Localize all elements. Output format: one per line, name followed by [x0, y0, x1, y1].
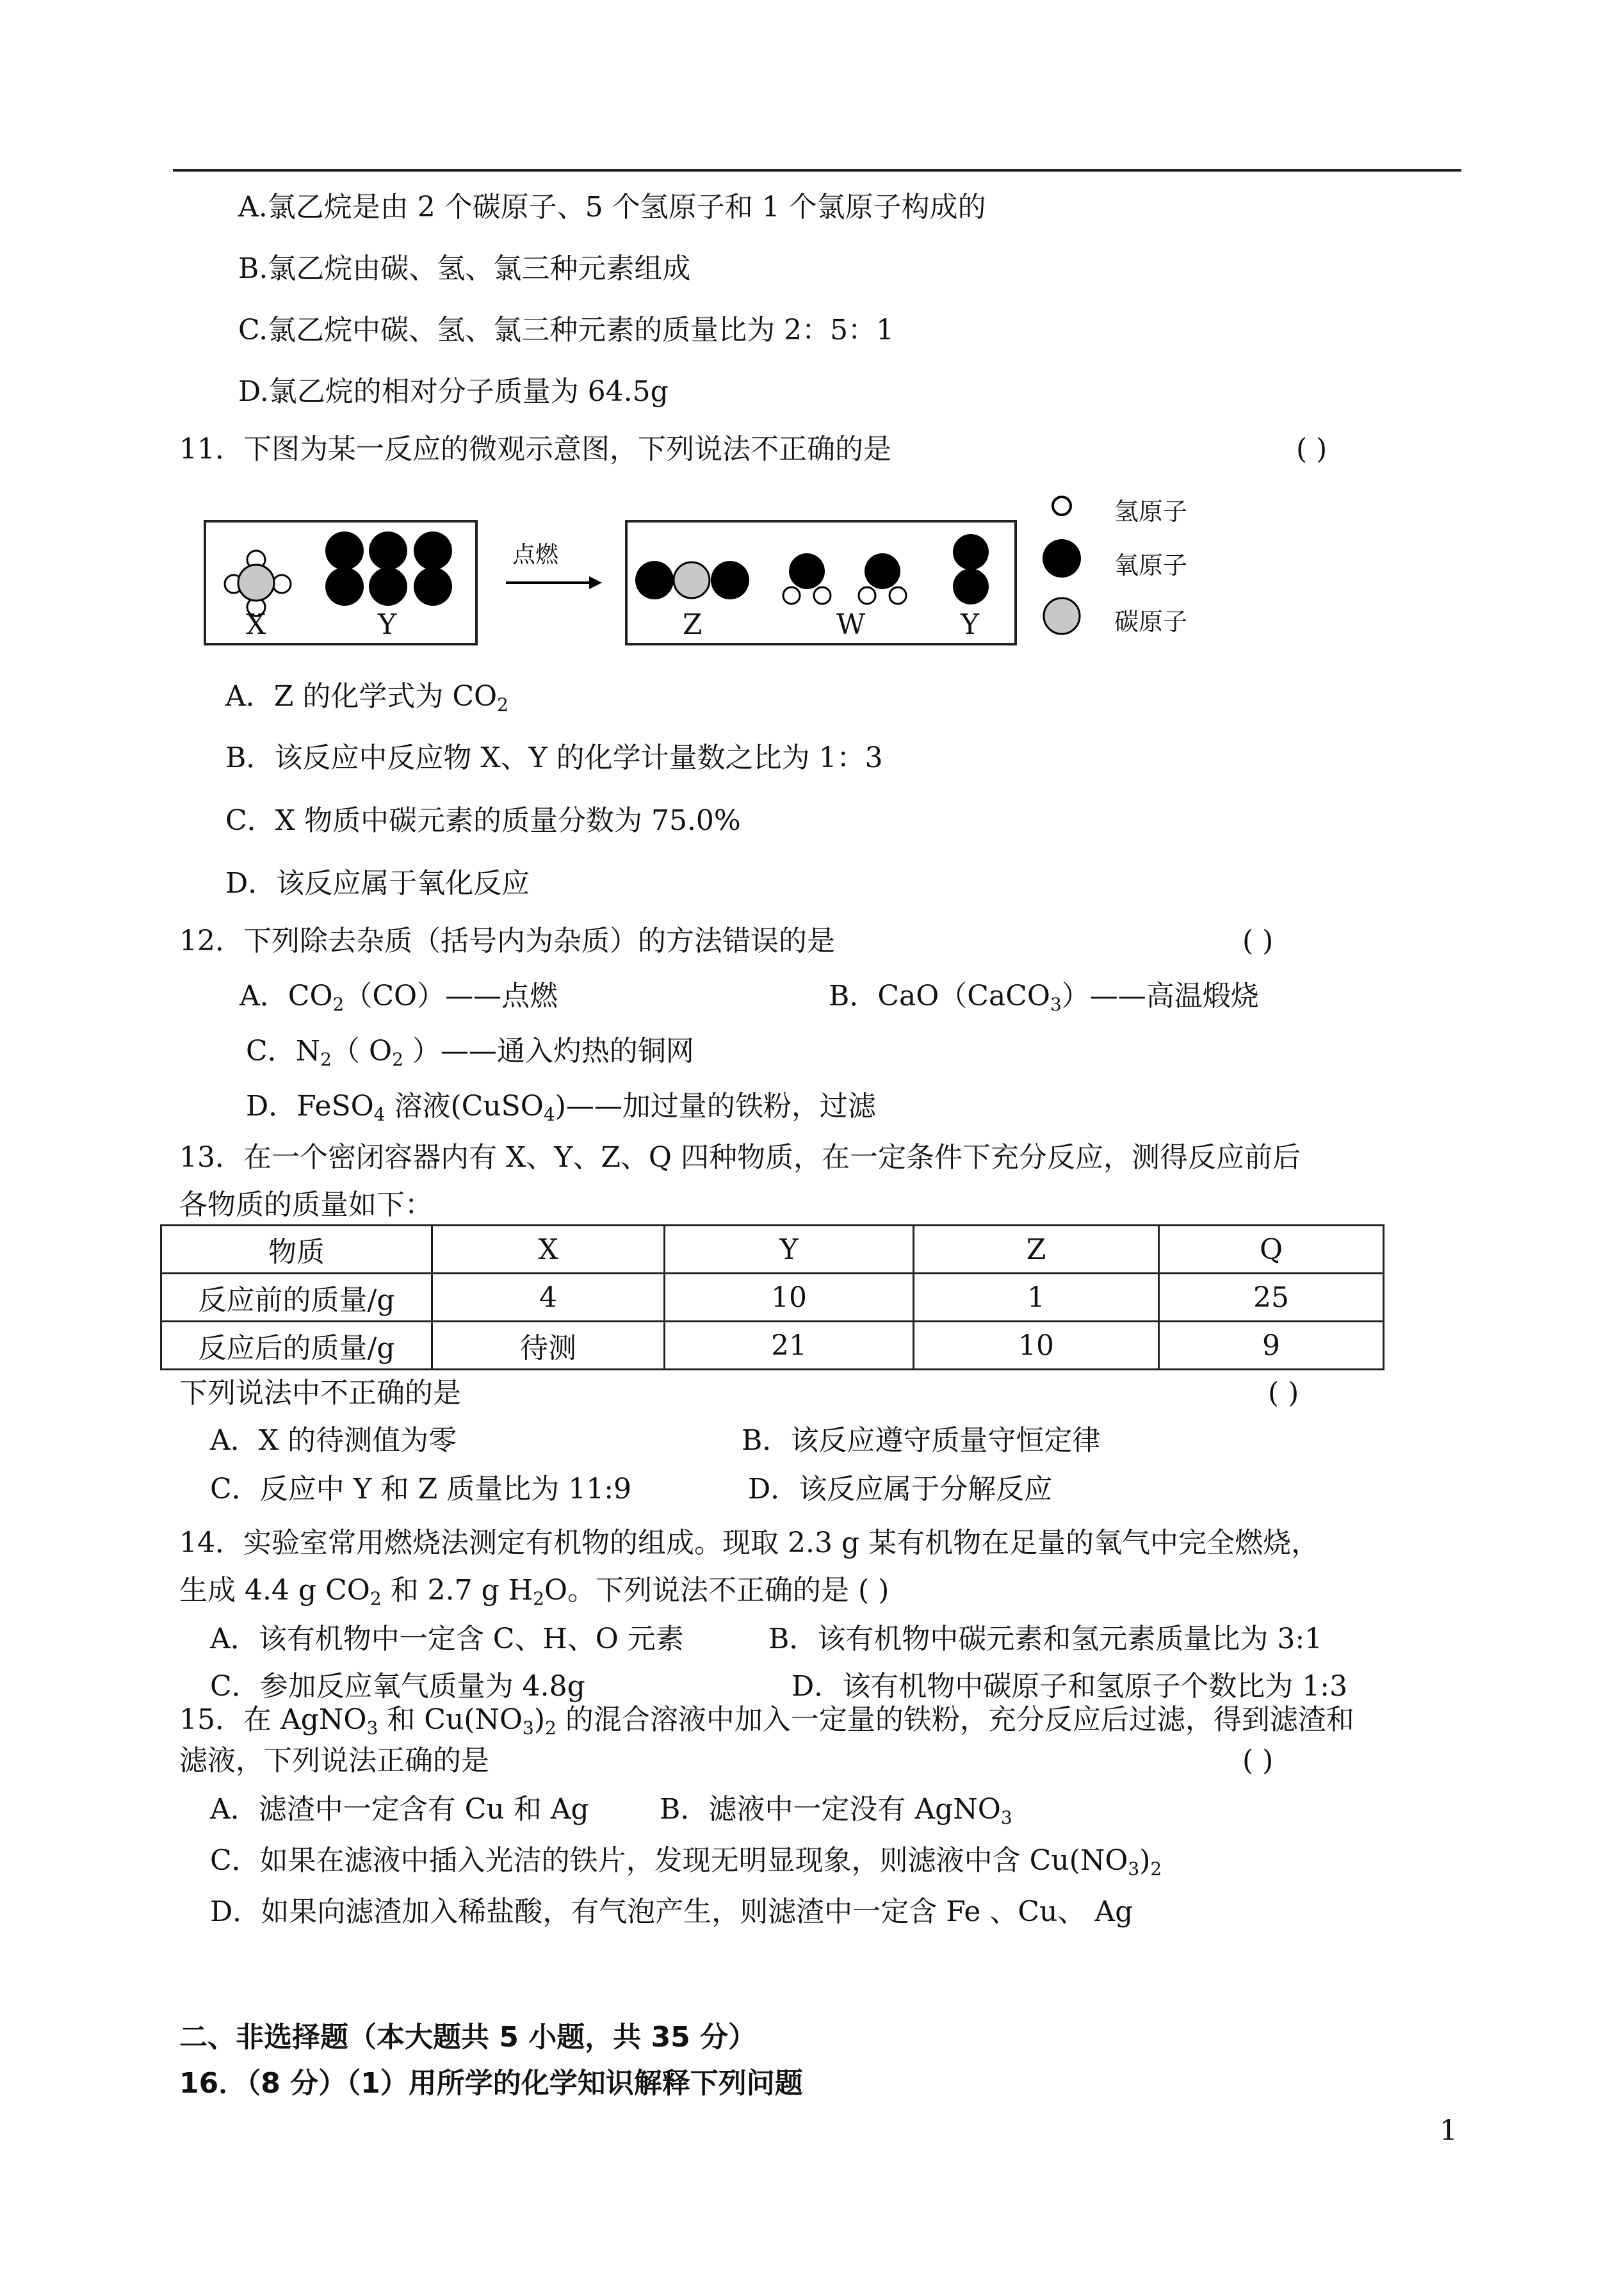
table-row	[161, 1274, 1384, 1322]
table-cell: 10	[914, 1322, 1159, 1370]
q14-option-b: B．该有机物中碳元素和氢元素质量比为 3:1	[768, 1623, 1323, 1655]
q13-prompt: 下列说法中不正确的是	[179, 1377, 461, 1409]
label-z: Z	[683, 608, 702, 641]
q13-stem-line2: 各物质的质量如下：	[179, 1188, 433, 1221]
q12-stem: 12．下列除去杂质（括号内为杂质）的方法错误的是	[179, 925, 835, 957]
table-header-row	[161, 1226, 1384, 1274]
label-x: X	[246, 608, 266, 641]
legend-hydrogen: 氢原子	[1114, 498, 1188, 526]
q14-option-d: D．该有机物中碳原子和氢原子个数比为 1:3	[792, 1670, 1348, 1703]
q15-option-a: A．滤渣中一定含有 Cu 和 Ag	[210, 1793, 589, 1826]
hydrogen-atom	[273, 575, 291, 593]
arrow-label: 点燃	[512, 542, 559, 568]
q10-option-b: B.氯乙烷由碳、氢、氯三种元素组成	[238, 252, 691, 285]
hydrogen-atom	[783, 587, 800, 604]
q10-option-c: C.氯乙烷中碳、氢、氯三种元素的质量比为 2：5：1	[238, 314, 895, 346]
q16-stem: 16．（8 分）（1）用所学的化学知识解释下列问题	[179, 2067, 803, 2100]
q14-stem-line2: 生成 4.4 g $CO_2$ 和 2.7 g $H_2O$。下列说法不正确的是 ( )	[179, 1574, 889, 1609]
q12-option-b: B．CaO（CaCO$_3$）——高温煅烧	[829, 980, 1259, 1015]
q10-option-a: A.氯乙烷是由 2 个碳原子、5 个氢原子和 1 个氯原子构成的	[238, 191, 986, 223]
q13-option-b: B．该反应遵守质量守恒定律	[742, 1424, 1101, 1457]
q12-option-d: D．FeSO$_4$ 溶液(CuSO$_4$)——加过量的铁粉，过滤	[246, 1090, 876, 1125]
table-header-cell: Q	[1159, 1226, 1384, 1274]
q11-stem: 11．下图为某一反应的微观示意图，下列说法不正确的是	[179, 433, 891, 466]
table-row	[161, 1322, 1384, 1370]
oxygen-atom	[414, 567, 452, 606]
leftover-oxygen	[953, 534, 989, 604]
oxygen-atom	[953, 534, 989, 570]
hydrogen-atom	[814, 587, 831, 604]
q15-option-d: D．如果向滤渣加入稀盐酸，有气泡产生，则滤渣中一定含 Fe 、Cu、 Ag	[210, 1895, 1133, 1928]
q14-stem-line1: 14．实验室常用燃烧法测定有机物的组成。现取 2.3 g 某有机物在足量的氧气中完全燃烧，	[179, 1527, 1320, 1559]
arrow-head	[589, 576, 602, 589]
table-cell: 9	[1159, 1322, 1384, 1370]
oxygen-atom	[325, 531, 364, 570]
oxygen-atom	[711, 561, 749, 599]
q15-bracket: ( )	[1242, 1744, 1274, 1777]
oxygen-atom	[369, 531, 407, 570]
q11-option-c: C．X 物质中碳元素的质量分数为 75.0%	[225, 804, 741, 837]
oxygen-atom	[414, 531, 452, 570]
q14-bracket: ( )	[858, 1574, 889, 1607]
q11-option-d: D．该反应属于氧化反应	[225, 867, 530, 900]
table-header-cell: Y	[665, 1226, 914, 1274]
legend-oxygen-symbol	[1043, 539, 1081, 578]
hydrogen-atom	[859, 587, 875, 604]
q13-option-a: A．X 的待测值为零	[210, 1424, 457, 1457]
reaction-svg	[0, 0, 1624, 704]
q11-option-a: A．Z 的化学式为 $CO_2$	[225, 680, 508, 715]
oxygen-atom	[865, 553, 900, 589]
hydrogen-atom	[889, 587, 906, 604]
q10-option-d: D.氯乙烷的相对分子质量为 64.5g	[238, 375, 669, 408]
q14-option-a: A．该有机物中一定含 C、H、O 元素	[210, 1623, 684, 1655]
table-cell: 反应前的质量/g	[161, 1274, 432, 1322]
methane-molecule	[225, 551, 291, 616]
q14-option-c: C．参加反应氧气质量为 4.8g	[210, 1670, 585, 1703]
oxygen-atom	[953, 569, 989, 604]
oxygen-atom	[789, 553, 825, 589]
carbon-atom	[674, 562, 710, 598]
q12-option-c: C．$N_2$（ $O_2$ ）——通入灼热的铜网	[246, 1035, 694, 1070]
q15-stem-line1: 15．在 AgNO$_3$ 和 $Cu(NO_3)_2$ 的混合溶液中加入一定量的铁粉，充分反应后过滤，得到滤渣和	[179, 1703, 1354, 1739]
label-y: Y	[378, 608, 397, 641]
label-y-product: Y	[961, 608, 980, 641]
legend-carbon-symbol	[1044, 598, 1080, 634]
table-cell: 21	[665, 1322, 914, 1370]
q13-stem-line1: 13．在一个密闭容器内有 X、Y、Z、Q 四种物质，在一定条件下充分反应，测得反应前后	[179, 1141, 1301, 1174]
carbon-atom	[238, 565, 274, 601]
label-w: W	[836, 608, 866, 641]
q13-option-c: C．反应中 Y 和 Z 质量比为 11:9	[210, 1473, 632, 1505]
table-cell: 1	[914, 1274, 1159, 1322]
mass-table	[160, 1224, 1384, 1370]
page-number: 1	[1440, 2114, 1458, 2147]
table-cell: 10	[665, 1274, 914, 1322]
table-cell: 待测	[432, 1322, 665, 1370]
table-header-cell: Z	[914, 1226, 1159, 1274]
oxygen-atom	[635, 561, 674, 599]
oxygen-atom	[325, 567, 364, 606]
legend-hydrogen-symbol	[1053, 497, 1071, 515]
section-two-title: 二、非选择题（本大题共 5 小题，共 35 分）	[179, 2021, 757, 2054]
q15-option-b: B．滤液中一定没有 AgNO$_3$	[660, 1793, 1012, 1828]
co2-molecule	[635, 561, 749, 599]
table-header-cell: 物质	[161, 1226, 432, 1274]
q15-stem-line2: 滤液，下列说法正确的是	[179, 1744, 489, 1777]
water-molecules	[783, 553, 906, 604]
q13-bracket: ( )	[1268, 1377, 1299, 1409]
table-cell: 反应后的质量/g	[161, 1322, 432, 1370]
q11-bracket: ( )	[1296, 433, 1328, 466]
legend-oxygen: 氧原子	[1114, 551, 1188, 580]
table-cell: 4	[432, 1274, 665, 1322]
oxygen-molecules	[325, 531, 452, 606]
legend-carbon: 碳原子	[1114, 608, 1188, 636]
q11-option-b: B．该反应中反应物 X、Y 的化学计量数之比为 1：3	[225, 742, 883, 774]
q12-option-a: A．$CO_2(CO)——$点燃	[240, 980, 558, 1015]
table-cell: 25	[1159, 1274, 1384, 1322]
table-header-cell: X	[432, 1226, 665, 1274]
q13-option-d: D．该反应属于分解反应	[748, 1473, 1053, 1505]
q12-bracket: ( )	[1242, 925, 1274, 957]
q15-option-c: C．如果在滤液中插入光洁的铁片，发现无明显现象，则滤液中含 $Cu(NO_3)_2$	[210, 1844, 1162, 1879]
oxygen-atom	[369, 567, 407, 606]
